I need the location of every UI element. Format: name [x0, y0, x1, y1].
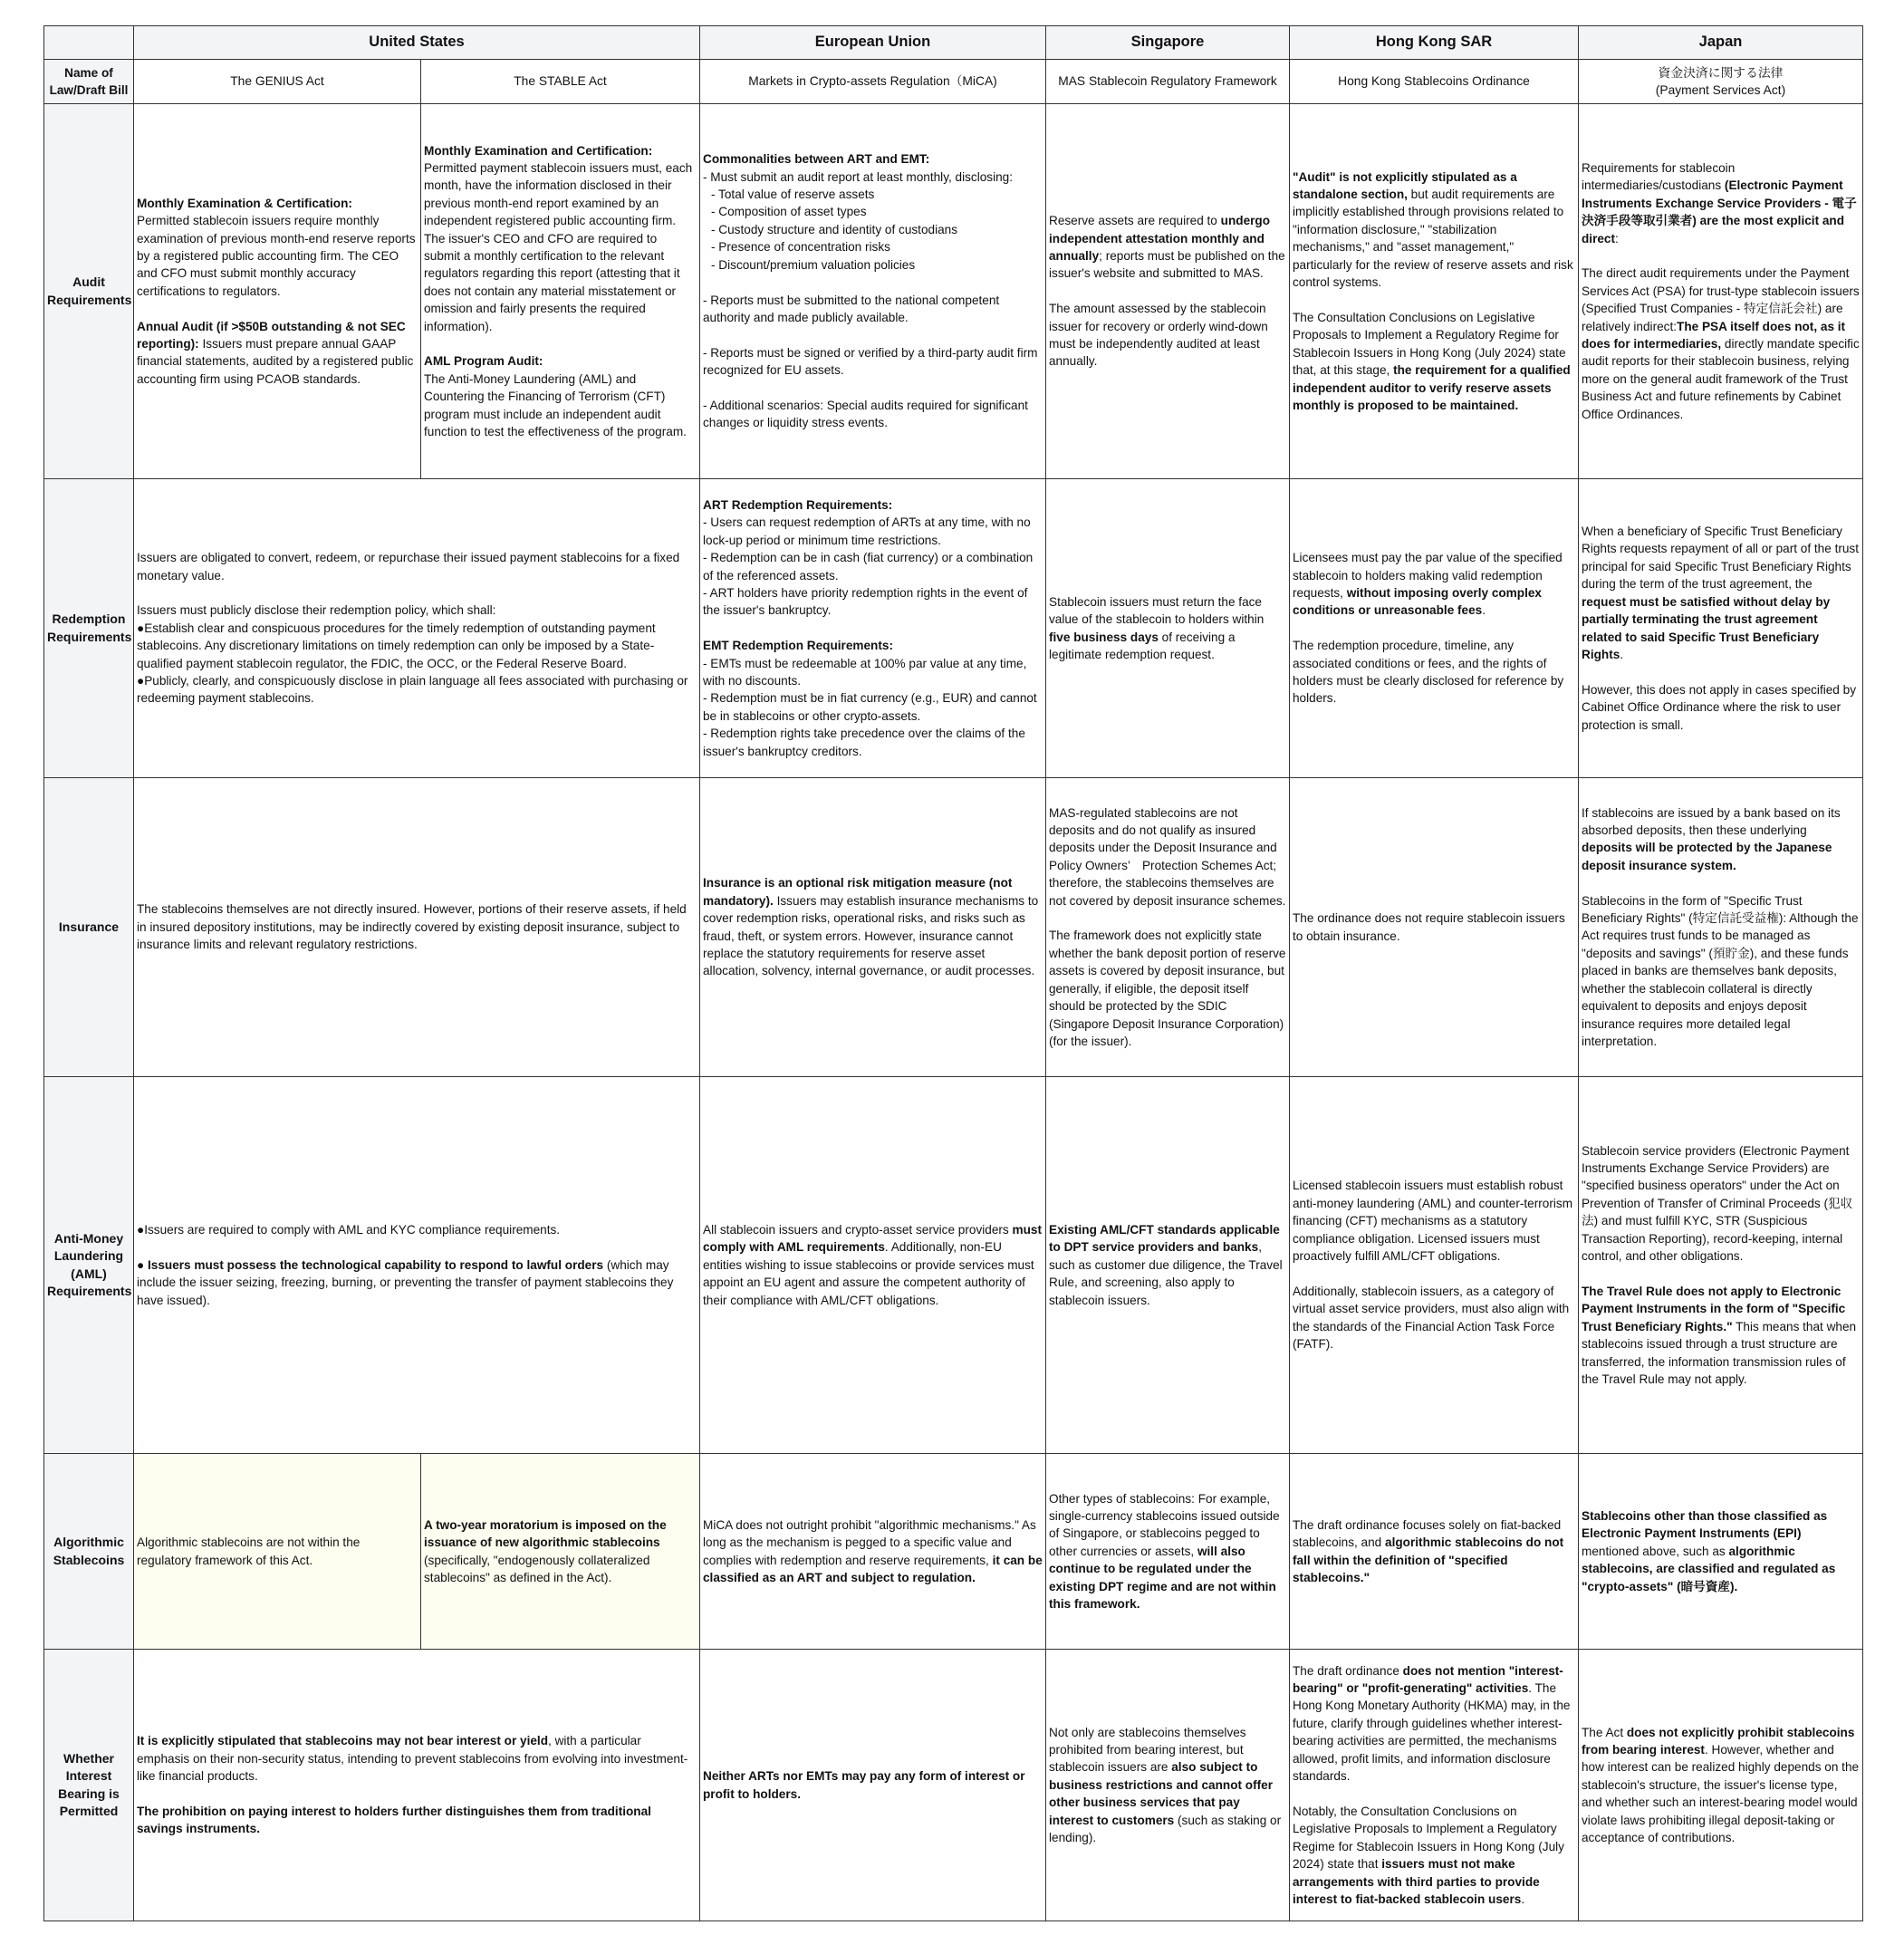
- column-header-hk: Hong Kong SAR: [1290, 26, 1579, 60]
- interest-us-text: , with a particular emphasis on their non-security status, intending to prevent stablecoins from evolving into investment-like financial products.: [137, 1734, 688, 1784]
- audit-hk-cell: [1290, 104, 1579, 479]
- insurance-eu-text: Issuers may establish insurance mechanisms to cover redemption risks, operational risks, and risks such as fraud, theft, or system errors. However, insurance cannot replace the statutory requirements for reserve asset allocation, solvency, internal governance, or audit processes.: [703, 893, 1039, 978]
- algo-hk-text: The draft ordinance focuses solely on fiat-backed stablecoins, and: [1293, 1517, 1562, 1550]
- column-header-jp: Japan: [1579, 26, 1863, 60]
- redemption-hk-cell: [1290, 479, 1579, 778]
- audit-eu-paragraph: - Reports must be signed or verified by a third-party audit firm recognized for EU assets.: [703, 345, 1038, 378]
- audit-stable-heading-2: AML Program Audit:: [424, 354, 543, 369]
- redemption-sg-cell: [1046, 479, 1290, 778]
- interest-hk-bold: does not mention "interest-bearing" or "profit-generating" activities: [1293, 1663, 1563, 1696]
- aml-us-cell: [134, 1077, 700, 1454]
- redemption-jp-paragraph-2: However, this does not apply in cases specified by Cabinet Office Ordinance where the risk to user protection is small.: [1582, 682, 1857, 732]
- algo-genius-cell: Algorithmic stablecoins are not within the regulatory framework of this Act.: [134, 1454, 421, 1650]
- audit-eu-item: - Custody structure and identity of custodians: [711, 222, 958, 236]
- interest-us-bold-2: The prohibition on paying interest to holders further distinguishes them from traditional savings instruments.: [137, 1804, 651, 1836]
- law-name-mica: Markets in Crypto-assets Regulation（MiCA): [700, 60, 1046, 104]
- law-name-hk: Hong Kong Stablecoins Ordinance: [1290, 60, 1579, 104]
- algo-stable-bold: A two-year moratorium is imposed on the issuance of new algorithmic stablecoins: [424, 1517, 667, 1550]
- algo-sg-cell: [1046, 1454, 1290, 1650]
- column-header-eu: European Union: [700, 26, 1046, 60]
- redemption-requirements-row: [44, 479, 1863, 778]
- interest-sg-cell: [1046, 1650, 1290, 1921]
- interest-us-bold: It is explicitly stipulated that stablecoins may not bear interest or yield: [137, 1734, 549, 1748]
- audit-sg-text: Reserve assets are required to: [1049, 214, 1221, 228]
- redemption-eu-heading: EMT Redemption Requirements:: [703, 639, 893, 653]
- aml-requirements-row: [44, 1077, 1863, 1454]
- audit-jp-text: Requirements for stablecoin intermediaries/custodians: [1582, 160, 1736, 193]
- algo-eu-text: MiCA does not outright prohibit "algorithmic mechanisms." As long as the mechanism is pegged to a specific value and complies with redemption and reserve requirements,: [703, 1517, 1036, 1567]
- law-name-jp-native: 資金決済に関する法律: [1658, 65, 1784, 80]
- redemption-eu-item: - Users can request redemption of ARTs at any time, with no lock-up period or minimum time restrictions.: [703, 515, 1031, 547]
- insurance-jp-paragraph-2: Stablecoins in the form of "Specific Trust Beneficiary Rights" (特定信託受益権): Although the Act requires trust funds to be managed as "deposits and savings" (預貯金), and these funds placed in banks are themselves bank deposits, whether the stablecoin collateral is directly equivalent to deposits and enjoys deposit insurance requires more detailed legal interpretation.: [1582, 893, 1859, 1048]
- interest-bearing-row: [44, 1650, 1863, 1921]
- audit-stable-text-2: The Anti-Money Laundering (AML) and Countering the Financing of Terrorism (CFT) program must include an independent audit function to test the effectiveness of the program.: [424, 371, 687, 439]
- algo-jp-text: mentioned above, such as: [1582, 1544, 1729, 1558]
- audit-jp-text: :: [1615, 231, 1619, 245]
- insurance-row: [44, 778, 1863, 1077]
- aml-us-bullet: ●Issuers are required to comply with AML and KYC compliance requirements.: [137, 1222, 561, 1237]
- audit-jp-text: directly mandate specific audit reports for their stablecoin business, relying more on the general audit framework of the Trust Business Act and future refinements by Cabinet Office Ordinances.: [1582, 337, 1860, 421]
- audit-genius-text-2: Issuers must prepare annual GAAP financial statements, audited by a registered public accounting firm using PCAOB standards.: [137, 337, 414, 386]
- insurance-hk-cell: The ordinance does not require stablecoin issuers to obtain insurance.: [1290, 778, 1579, 1077]
- row-header-interest: Whether Interest Bearing is Permitted: [44, 1650, 134, 1921]
- aml-jp-cell: [1579, 1077, 1863, 1454]
- row-header-insurance: Insurance: [44, 778, 134, 1077]
- interest-hk-cell: [1290, 1650, 1579, 1921]
- aml-eu-cell: [700, 1077, 1046, 1454]
- aml-sg-bold: Existing AML/CFT standards applicable to DPT service providers and banks: [1049, 1222, 1280, 1255]
- audit-stable-heading-1: Monthly Examination and Certification:: [424, 143, 653, 158]
- audit-eu-item: - Total value of reserve assets: [711, 188, 875, 202]
- algo-hk-bold: algorithmic stablecoins do not fall within the definition of "specified stablecoins.": [1293, 1535, 1564, 1584]
- redemption-us-cell: [134, 479, 700, 778]
- audit-eu-paragraph: - Reports must be submitted to the national competent authority and made publicly available.: [703, 293, 1000, 324]
- interest-us-cell: [134, 1650, 700, 1921]
- interest-sg-text: (such as staking or lending).: [1049, 1813, 1282, 1845]
- audit-genius-text-1: Permitted stablecoin issuers require monthly examination of previous month-end reserve reports by a registered public accounting firm. The CEO and CFO must submit monthly accuracy certifications to regulators.: [137, 214, 416, 298]
- audit-hk-bold: "Audit" is not explicitly stipulated as a standalone section,: [1293, 169, 1517, 202]
- redemption-jp-bold: request must be satisfied without delay by partially terminating the trust agreement related to said Specific Trust Beneficiary Rights: [1582, 594, 1831, 661]
- redemption-eu-item: - ART holders have priority redemption rights in the event of the issuer's bankruptcy.: [703, 585, 1028, 618]
- law-name-row: [44, 60, 1863, 104]
- insurance-jp-cell: [1579, 778, 1863, 1077]
- interest-jp-text: The Act: [1582, 1725, 1627, 1739]
- interest-jp-cell: [1579, 1650, 1863, 1921]
- aml-jp-text: This means that when stablecoins issued through a trust structure are transferred, the information transmission rules of the Travel Rule may not apply.: [1582, 1319, 1857, 1386]
- algo-sg-bold: will also continue to be regulated under the existing DPT regime and are not within this framework.: [1049, 1544, 1276, 1612]
- redemption-hk-bold: without imposing overly complex conditions or unreasonable fees: [1293, 585, 1542, 618]
- row-header-law-name: Name of Law/Draft Bill: [44, 60, 134, 104]
- audit-eu-cell: [700, 104, 1046, 479]
- interest-hk-text: Notably, the Consultation Conclusions on Legislative Proposals to Implement a Regulatory Regime for Stablecoin Issuers in Hong Kong (July 2024) state that: [1293, 1804, 1564, 1872]
- audit-jp-text: The direct audit requirements under the Payment Services Act (PSA) for trust-type stablecoin issuers (Specified Trust Companies - 特定信託会社) are relatively indirect:: [1582, 266, 1860, 333]
- row-header-audit: Audit Requirements: [44, 104, 134, 479]
- column-header-sg: Singapore: [1046, 26, 1290, 60]
- insurance-sg-cell: [1046, 778, 1290, 1077]
- interest-sg-bold: also subject to business restrictions and cannot offer other business services that pay interest to customers: [1049, 1760, 1274, 1827]
- interest-eu-cell: Neither ARTs nor EMTs may pay any form of interest or profit to holders.: [700, 1650, 1046, 1921]
- audit-requirements-row: [44, 104, 1863, 479]
- audit-sg-cell: [1046, 104, 1290, 479]
- redemption-us-paragraph: Issuers must publicly disclose their redemption policy, which shall:: [137, 603, 496, 618]
- row-header-algorithmic: Algorithmic Stablecoins: [44, 1454, 134, 1650]
- redemption-eu-item: - Redemption must be in fiat currency (e.g., EUR) and cannot be in stablecoins or other crypto-assets.: [703, 691, 1037, 723]
- law-name-jp-english: (Payment Services Act): [1655, 83, 1786, 97]
- redemption-eu-item: - Redemption can be in cash (fiat currency) or a combination of the referenced assets.: [703, 551, 1034, 582]
- algo-hk-cell: [1290, 1454, 1579, 1650]
- interest-hk-text: .: [1521, 1892, 1525, 1906]
- algo-jp-bold: Stablecoins other than those classified as Electronic Payment Instruments (EPI): [1582, 1508, 1828, 1541]
- jurisdiction-header-row: [44, 26, 1863, 60]
- audit-stable-text-1: Permitted payment stablecoin issuers must, each month, have the information disclosed in their previous month-end report examined by an independent registered public accounting firm. The issuer's CEO and CFO are required to submit a monthly certification to the relevant regulators regarding this report (attesting that it does not contain any material misstatement or omission and fairly presents the required information).: [424, 160, 693, 333]
- aml-us-text: (which may include the issuer seizing, freezing, burning, or preventing the transfer of payment stablecoins they have issued).: [137, 1257, 674, 1307]
- aml-sg-text: , such as customer due diligence, the Travel Rule, and screening, also apply to stablecoin issuers.: [1049, 1240, 1283, 1307]
- stablecoin-regulation-comparison-table: [43, 25, 1863, 1921]
- algo-stable-cell: [421, 1454, 700, 1650]
- aml-eu-text: All stablecoin issuers and crypto-asset service providers: [703, 1222, 1013, 1237]
- audit-genius-heading-1: Monthly Examination & Certification:: [137, 196, 352, 210]
- audit-genius-cell: [134, 104, 421, 479]
- redemption-sg-text: Stablecoin issuers must return the face value of the stablecoin to holders within: [1049, 594, 1265, 627]
- aml-hk-paragraph-1: Licensed stablecoin issuers must establish robust anti-money laundering (AML) and counter-terrorism financing (CFT) mechanisms as a statutory compliance obligation. Licensed issuers must proactively fulfill AML/CFT obligations.: [1293, 1179, 1573, 1264]
- audit-eu-paragraph: - Additional scenarios: Special audits required for significant changes or liquidity stress events.: [703, 398, 1028, 430]
- corner-cell: [44, 26, 134, 60]
- redemption-eu-heading: ART Redemption Requirements:: [703, 497, 893, 512]
- redemption-hk-paragraph-2: The redemption procedure, timeline, any associated conditions or fees, and the rights of holders must be clearly disclosed for reference by holders.: [1293, 639, 1564, 706]
- audit-sg-bold: undergo independent attestation monthly and annually: [1049, 214, 1271, 263]
- redemption-us-bullet: ●Publicly, clearly, and conspicuously disclose in plain language all fees associated with purchasing or redeeming payment stablecoins.: [137, 674, 688, 706]
- row-header-aml: Anti-Money Laundering (AML) Requirements: [44, 1077, 134, 1454]
- audit-eu-heading: Commonalities between ART and EMT:: [703, 152, 930, 167]
- insurance-sg-paragraph-2: The framework does not explicitly state whether the bank deposit portion of reserve assets is covered by deposit insurance, but generally, if eligible, the deposit itself should be protected by the SDIC (Singapore Deposit Insurance Corporation) (for the issuer).: [1049, 929, 1286, 1048]
- aml-eu-bold: must comply with AML requirements: [703, 1222, 1042, 1255]
- audit-jp-bold: (Electronic Payment Instruments Exchange Service Providers - 電子決済手段等取引業者) are the most explicit and direct: [1582, 178, 1857, 245]
- interest-jp-bold: does not explicitly prohibit stablecoins from bearing interest: [1582, 1725, 1855, 1757]
- audit-eu-item: - Discount/premium valuation policies: [711, 257, 916, 272]
- interest-sg-text: Not only are stablecoins themselves prohibited from bearing interest, but stablecoin issuers are: [1049, 1725, 1246, 1775]
- insurance-eu-cell: [700, 778, 1046, 1077]
- insurance-us-cell: The stablecoins themselves are not directly insured. However, portions of their reserve assets, if held in insured depository institutions, may be indirectly covered by existing deposit insurance, subject to insurance limits and relevant regulatory restrictions.: [134, 778, 700, 1077]
- aml-hk-cell: [1290, 1077, 1579, 1454]
- interest-hk-text: . The Hong Kong Monetary Authority (HKMA) may, in the future, clarify through guidelines whether interest-bearing activities are permitted, the mechanisms allowed, profit limits, and information disclosure standards.: [1293, 1681, 1571, 1784]
- audit-eu-item: - Composition of asset types: [711, 205, 867, 219]
- redemption-eu-item: - EMTs must be redeemable at 100% par value at any time, with no discounts.: [703, 656, 1027, 688]
- interest-hk-bold: issuers must not make arrangements with third parties to provide interest to fiat-backed stablecoin users: [1293, 1857, 1540, 1906]
- aml-sg-cell: [1046, 1077, 1290, 1454]
- interest-hk-text: The draft ordinance: [1293, 1663, 1403, 1678]
- law-name-mas: MAS Stablecoin Regulatory Framework: [1046, 60, 1290, 104]
- audit-jp-bold: The PSA itself does not, as it does for intermediaries,: [1582, 319, 1846, 351]
- redemption-us-bullet: ●Establish clear and conspicuous procedures for the timely redemption of outstanding payment stablecoins. Any discretionary limitations on timely redemption can only be imposed by a State-qualified payment stablecoin regulator, the FDIC, the OCC, or the Federal Reserve Board.: [137, 621, 656, 670]
- insurance-eu-bold: Insurance is an optional risk mitigation measure (not mandatory).: [703, 876, 1013, 908]
- audit-hk-bold: the requirement for a qualified independent auditor to verify reserve assets monthly is proposed to be maintained.: [1293, 363, 1571, 412]
- algo-eu-bold: it can be classified as an ART and subject to regulation.: [703, 1553, 1043, 1584]
- audit-eu-item: - Presence of concentration risks: [711, 240, 890, 255]
- insurance-jp-bold: deposits will be protected by the Japanese deposit insurance system.: [1582, 841, 1832, 872]
- column-header-us: United States: [134, 26, 700, 60]
- audit-stable-cell: [421, 104, 700, 479]
- redemption-jp-cell: [1579, 479, 1863, 778]
- algo-sg-text: Other types of stablecoins: For example, single-currency stablecoins issued outside of Singapore, or stablecoins pegged to other currencies or assets,: [1049, 1491, 1280, 1558]
- algo-jp-cell: [1579, 1454, 1863, 1650]
- aml-jp-bold: The Travel Rule does not apply to Electronic Payment Instruments in the form of "Specific Trust Beneficiary Rights.": [1582, 1284, 1846, 1333]
- redemption-jp-text: .: [1620, 647, 1624, 661]
- law-name-jp: [1579, 60, 1863, 104]
- law-name-stable: The STABLE Act: [421, 60, 700, 104]
- redemption-hk-text: .: [1482, 603, 1486, 618]
- aml-us-bullet-mark: ●: [137, 1257, 148, 1272]
- aml-us-bold: Issuers must possess the technological capability to respond to lawful orders: [148, 1257, 604, 1272]
- redemption-hk-text: Licensees must pay the par value of the specified stablecoin to holders making valid redemption requests,: [1293, 551, 1563, 600]
- interest-jp-text: . However, whether and how interest can be realized highly depends on the stablecoin's structure, the issuer's license type, and whether such an interest-bearing model would violate laws prohibiting illegal deposit-taking or acceptance of contributions.: [1582, 1742, 1860, 1845]
- audit-sg-text: ; reports must be published on the issuer's website and submitted to MAS.: [1049, 248, 1285, 281]
- algo-eu-cell: [700, 1454, 1046, 1650]
- algorithmic-stablecoins-row: [44, 1454, 1863, 1650]
- redemption-jp-text: When a beneficiary of Specific Trust Beneficiary Rights requests repayment of all or part of the trust principal for said Specific Trust Beneficiary Rights during the term of the trust agreement, the: [1582, 525, 1860, 592]
- comparison-table-wrapper: [43, 25, 1862, 1921]
- redemption-us-paragraph: Issuers are obligated to convert, redeem, or repurchase their issued payment stablecoins for a fixed monetary value.: [137, 551, 680, 582]
- audit-sg-paragraph-2: The amount assessed by the stablecoin issuer for recovery or orderly wind-down must be independently audited at least annually.: [1049, 302, 1268, 369]
- row-header-redemption: Redemption Requirements: [44, 479, 134, 778]
- insurance-sg-paragraph-1: MAS-regulated stablecoins are not deposits and do not qualify as insured deposits under the Deposit Insurance and Policy Owners’ Protection Schemes Act; therefore, the stablecoins themselves are not covered by deposit insurance schemes.: [1049, 805, 1286, 908]
- algo-stable-text: (specifically, "endogenously collateralized stablecoins" as defined in the Act).: [424, 1553, 650, 1584]
- audit-jp-cell: [1579, 104, 1863, 479]
- redemption-eu-cell: [700, 479, 1046, 778]
- aml-hk-paragraph-2: Additionally, stablecoin issuers, as a category of virtual asset service providers, must also align with the standards of the Financial Action Task Force (FATF).: [1293, 1284, 1570, 1352]
- redemption-eu-item: - Redemption rights take precedence over the claims of the issuer's bankruptcy creditors.: [703, 727, 1025, 758]
- algo-jp-bold: algorithmic stablecoins, are classified and regulated as "crypto-assets" (暗号資産).: [1582, 1544, 1836, 1593]
- audit-genius-heading-2: Annual Audit (if >$50B outstanding & not SEC reporting):: [137, 319, 406, 351]
- aml-jp-paragraph-1: Stablecoin service providers (Electronic Payment Instruments Exchange Service Providers) are "specified business operators" under the Act on Prevention of Transfer of Criminal Proceeds (犯収法) and must fulfill KYC, STR (Suspicious Transaction Reporting), record-keeping, internal control, and other obligations.: [1582, 1143, 1853, 1264]
- redemption-sg-bold: five business days: [1049, 630, 1159, 644]
- aml-eu-text: . Additionally, non-EU entities wishing to issue stablecoins or provide services must appoint an EU agent and assure the competent authority of their compliance with AML/CFT obligations.: [703, 1240, 1034, 1307]
- law-name-genius: The GENIUS Act: [134, 60, 421, 104]
- audit-eu-line-1: - Must submit an audit report at least monthly, disclosing:: [703, 169, 1014, 184]
- insurance-jp-text: If stablecoins are issued by a bank based on its absorbed deposits, then these underlying: [1582, 805, 1841, 838]
- audit-hk-text: but audit requirements are implicitly established through provisions related to "information disclosure," "stabilization mechanisms," and "asset management," particularly for the review of reserve assets and risk control systems.: [1293, 188, 1573, 290]
- redemption-sg-text: of receiving a legitimate redemption request.: [1049, 630, 1236, 661]
- audit-hk-text: The Consultation Conclusions on Legislative Proposals to Implement a Regulatory Regime for Stablecoin Issuers in Hong Kong (July 2024) state that, at this stage,: [1293, 310, 1566, 378]
